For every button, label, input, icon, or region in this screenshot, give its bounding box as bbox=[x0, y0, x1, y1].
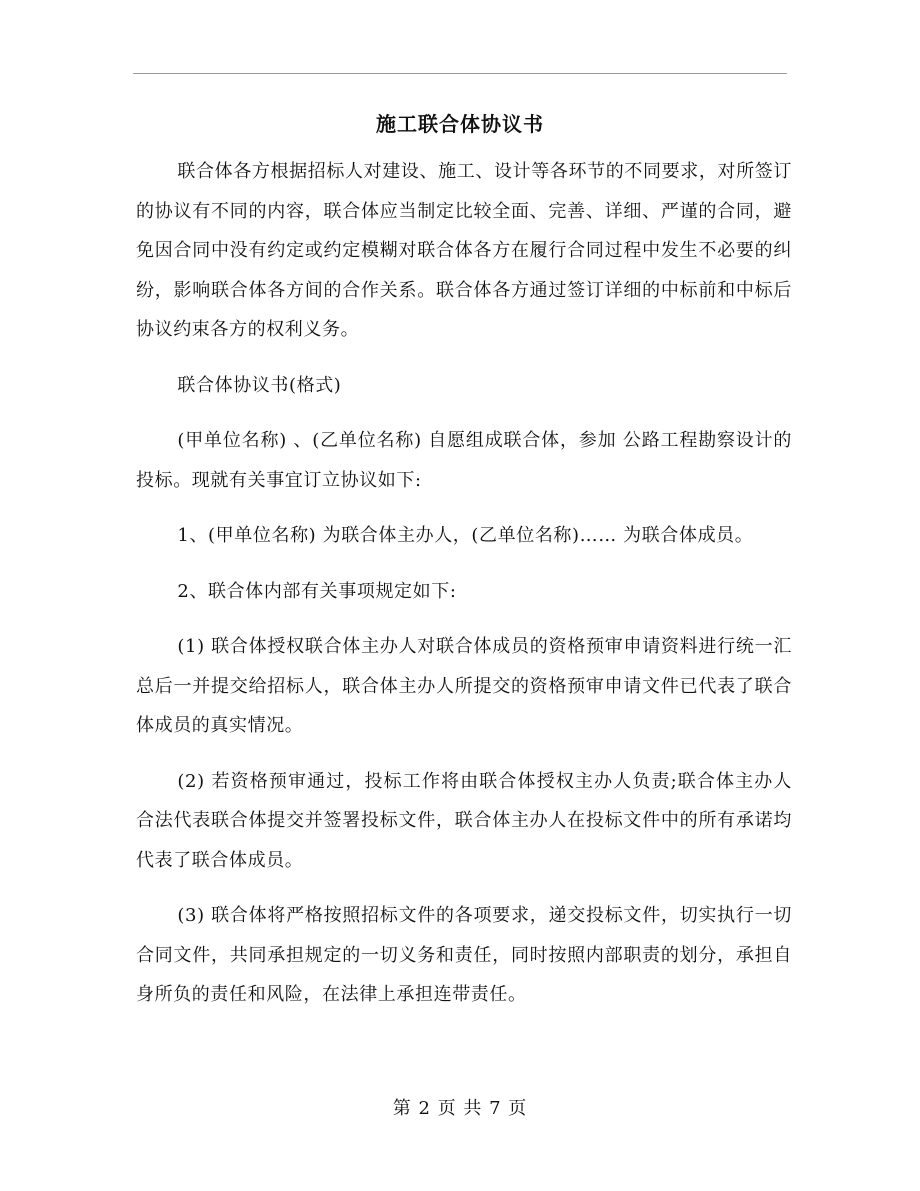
clause-1: 1、(甲单位名称) 为联合体主办人，(乙单位名称)…… 为联合体成员。 bbox=[177, 525, 754, 546]
format-heading: 联合体协议书(格式) bbox=[177, 374, 342, 396]
clause-2: 2、联合体内部有关事项规定如下: bbox=[177, 580, 457, 602]
intro-paragraph: 联合体各方根据招标人对建设、施工、设计等各环节的不同要求，对所签订的协议有不同的内容，联合体应当制定比较全面、完善、详细、严谨的合同，避免因合同中没有约定或约定模糊对联合体各方在履行合同过程中发生不必要的纠纷，影响联合体各方间的合作关系。联合体各方通过签订详细的中标前和中标后协议约束各方的权利义务。 bbox=[136, 161, 792, 340]
page-number: 第 2 页 共 7 页 bbox=[392, 1098, 528, 1119]
clause-2-item-3: (3) 联合体将严格按照招标文件的各项要求，递交投标文件，切实执行一切合同文件，共同承担规定的一切义务和责任，同时按照内部职责的划分，承担自身所负的责任和风险，在法律上承担连带责任。 bbox=[136, 905, 792, 1005]
header-rule bbox=[133, 73, 787, 74]
document-title: 施工联合体协议书 bbox=[376, 112, 544, 136]
clause-2-item-2: (2) 若资格预审通过，投标工作将由联合体授权主办人负责;联合体主办人合法代表联合体提交并签署投标文件，联合体主办人在投标文件中的所有承诺均代表了联合体成员。 bbox=[136, 770, 792, 871]
clause-2-item-1: (1) 联合体授权联合体主办人对联合体成员的资格预审申请资料进行统一汇总后一并提交给招标人，联合体主办人所提交的资格预审申请文件已代表了联合体成员的真实情况。 bbox=[136, 636, 792, 736]
document-body bbox=[136, 152, 792, 1015]
agreement-preamble: (甲单位名称) 、(乙单位名称) 自愿组成联合体，参加 公路工程勘察设计的投标。现就有关事宜订立协议如下: bbox=[136, 430, 792, 491]
